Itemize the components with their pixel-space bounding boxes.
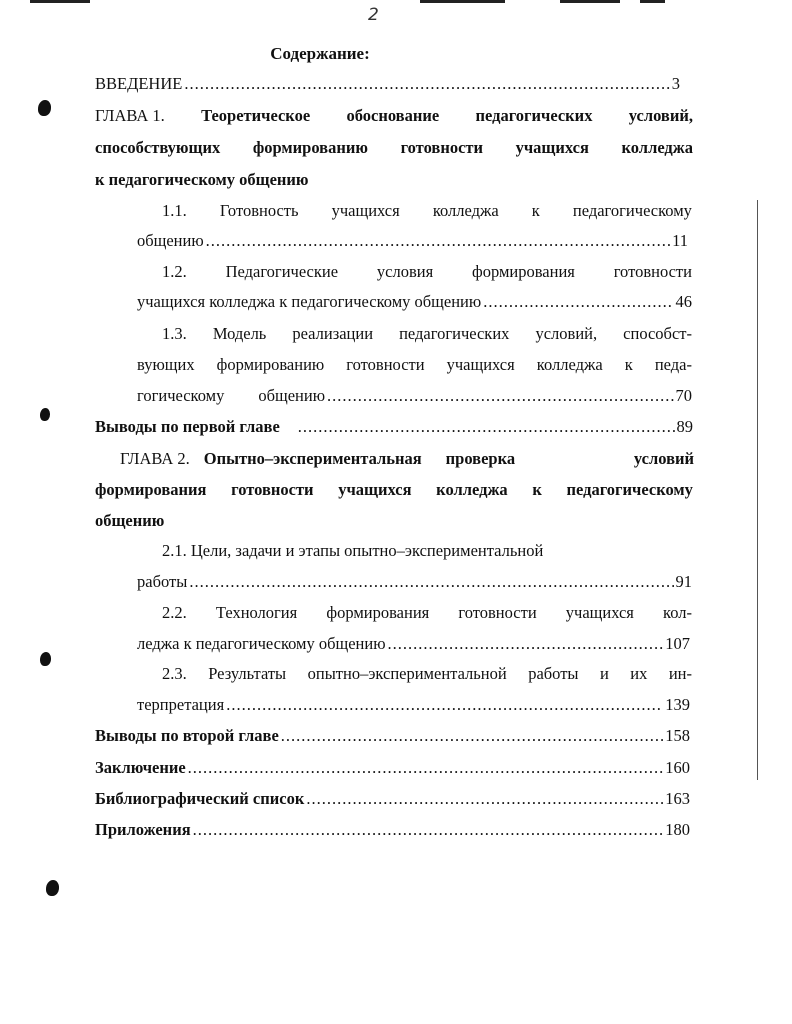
toc-section-2-1-line1[interactable] — [162, 541, 543, 561]
entry-label: Библиографический список — [95, 789, 305, 808]
section-word: Результаты — [208, 664, 287, 683]
section-text: 2.1. Цели, задачи и этапы опытно–экспериментальной — [162, 541, 544, 560]
page-number: 2 — [368, 5, 379, 25]
binder-hole-mark — [40, 652, 51, 666]
toc-entry-conclusions-ch2[interactable] — [95, 726, 690, 746]
section-word: работы — [528, 664, 579, 683]
binder-hole-mark — [46, 880, 59, 896]
toc-chapter-1-line1[interactable] — [95, 106, 693, 126]
scan-edge-mark — [30, 0, 90, 3]
section-word: Готовность — [219, 201, 299, 220]
chapter-title-word: Опытно–экспериментальная — [203, 449, 422, 468]
entry-label: Выводы по второй главе — [95, 726, 279, 745]
section-word: к — [531, 201, 540, 220]
dot-leader — [483, 292, 673, 312]
toc-chapter-1-line3[interactable] — [95, 170, 309, 190]
section-word: 1.3. — [162, 324, 187, 343]
entry-page: 89 — [676, 417, 693, 436]
scan-edge-mark — [640, 0, 665, 3]
section-word: формированию — [216, 355, 325, 374]
dot-leader — [188, 758, 664, 778]
chapter-title-word: учащихся — [515, 138, 589, 157]
section-word: формирования — [326, 603, 430, 622]
section-word: готовности — [458, 603, 537, 622]
binder-hole-mark — [40, 408, 50, 421]
entry-label: ВВЕДЕНИЕ — [95, 74, 183, 93]
chapter-title-word: колледжа — [621, 138, 693, 157]
toc-section-1-3-line3[interactable] — [137, 386, 692, 406]
entry-page: 158 — [665, 726, 690, 745]
section-word: к — [624, 355, 633, 374]
chapter-title-word: проверка — [445, 449, 516, 468]
chapter-title-word: учащихся — [338, 480, 412, 499]
dot-leader — [388, 634, 664, 654]
entry-page: 11 — [672, 231, 688, 250]
section-word: условия — [376, 262, 434, 281]
chapter-title-word: обоснование — [346, 106, 440, 125]
dot-leader — [193, 820, 664, 840]
toc-section-2-1-line2[interactable] — [137, 572, 692, 592]
chapter-title-word: педагогических — [475, 106, 593, 125]
section-word: готовности — [346, 355, 425, 374]
section-word: общению — [258, 386, 326, 405]
toc-section-2-3-line1[interactable] — [162, 664, 692, 684]
entry-page: 160 — [665, 758, 690, 777]
section-word: учащихся — [331, 201, 400, 220]
page-title: Содержание: — [270, 44, 370, 63]
section-word: ин- — [668, 664, 692, 683]
binder-hole-mark — [38, 100, 51, 116]
entry-page: 3 — [671, 74, 680, 93]
chapter-title-text: общению — [95, 511, 165, 530]
toc-entry-appendices[interactable] — [95, 820, 690, 840]
toc-section-2-2-line1[interactable] — [162, 603, 692, 623]
toc-entry-conclusion[interactable] — [95, 758, 690, 778]
section-word: учащихся — [565, 603, 634, 622]
dot-leader — [206, 231, 670, 251]
toc-chapter-2-line2[interactable] — [95, 480, 693, 500]
chapter-title-word: способствующих — [95, 138, 221, 157]
chapter-title-word: педагогическому — [566, 480, 693, 499]
chapter-title-word: готовности — [400, 138, 484, 157]
chapter-title-word: условий — [633, 449, 694, 468]
toc-section-1-2-line1[interactable] — [162, 262, 692, 282]
entry-label: Выводы по первой главе — [95, 417, 280, 436]
chapter-title-word: к — [532, 480, 542, 499]
section-word: педа- — [654, 355, 692, 374]
scan-edge-mark — [420, 0, 505, 3]
chapter-title-word: формированию — [252, 138, 368, 157]
section-text: терпретация — [137, 695, 225, 714]
dot-leader — [306, 789, 663, 809]
section-word: условий, — [535, 324, 598, 343]
section-text: леджа к педагогическому общению — [137, 634, 386, 653]
section-word: колледжа — [432, 201, 499, 220]
section-word: 2.2. — [162, 603, 187, 622]
section-word: педагогических — [399, 324, 510, 343]
section-word: педагогическому — [572, 201, 692, 220]
entry-page: 70 — [675, 386, 692, 405]
entry-page: 107 — [665, 634, 690, 653]
entry-page: 91 — [675, 572, 692, 591]
toc-chapter-2-line1[interactable] — [120, 449, 694, 469]
dot-leader — [281, 726, 663, 746]
section-word: 2.3. — [162, 664, 187, 683]
toc-section-1-2-line2[interactable] — [137, 292, 692, 312]
chapter-title-word: Теоретическое — [201, 106, 311, 125]
dot-leader — [189, 572, 673, 592]
entry-page: 180 — [665, 820, 690, 839]
section-word: формирования — [472, 262, 575, 281]
section-word: готовности — [613, 262, 692, 281]
entry-label: Заключение — [95, 758, 186, 777]
section-word: их — [630, 664, 648, 683]
toc-chapter-2-line3[interactable] — [95, 511, 164, 531]
dot-leader — [226, 695, 663, 715]
section-word: 1.1. — [162, 201, 187, 220]
toc-entry-intro[interactable] — [95, 74, 680, 94]
chapter-title-word: условий, — [628, 106, 693, 125]
section-word: вующих — [137, 355, 195, 374]
dot-leader — [327, 386, 673, 406]
toc-section-1-3-line1[interactable] — [162, 324, 692, 344]
section-word: Технология — [215, 603, 298, 622]
section-text: работы — [137, 572, 188, 591]
toc-section-2-2-line2[interactable] — [137, 634, 690, 654]
chapter-title-word: колледжа — [436, 480, 508, 499]
toc-chapter-1-line2[interactable] — [95, 138, 693, 158]
toc-entry-conclusions-ch1[interactable] — [95, 417, 693, 437]
chapter-prefix: ГЛАВА 1. — [95, 106, 165, 125]
toc-section-1-1-line1[interactable] — [162, 201, 692, 221]
scan-margin-line — [757, 200, 758, 780]
entry-page: 163 — [665, 789, 690, 808]
toc-section-1-1-line2[interactable] — [137, 231, 688, 251]
section-word: способст- — [623, 324, 692, 343]
section-word: колледжа — [536, 355, 603, 374]
chapter-title-word: формирования — [95, 480, 207, 499]
chapter-title-text: к педагогическому общению — [95, 170, 309, 189]
scan-edge-mark — [560, 0, 620, 3]
entry-label: Приложения — [95, 820, 191, 839]
section-text: общению — [137, 231, 204, 250]
entry-page: 139 — [665, 695, 690, 714]
dot-leader — [298, 417, 675, 437]
section-word: и — [599, 664, 609, 683]
section-word: Модель — [212, 324, 267, 343]
section-word: опытно–экспериментальной — [307, 664, 507, 683]
section-word: 1.2. — [162, 262, 187, 281]
section-word: учащихся — [446, 355, 515, 374]
entry-page: 46 — [675, 292, 692, 311]
section-word: реализации — [292, 324, 374, 343]
section-word: Педагогические — [225, 262, 339, 281]
chapter-title-word: готовности — [231, 480, 314, 499]
section-word: кол- — [663, 603, 692, 622]
toc-section-2-3-line2[interactable] — [137, 695, 690, 715]
chapter-prefix: ГЛАВА 2. — [120, 449, 190, 468]
toc-section-1-3-line2[interactable] — [137, 355, 692, 375]
section-text: учащихся колледжа к педагогическому общению — [137, 292, 482, 311]
section-word: гогическому — [137, 386, 225, 405]
dot-leader — [184, 74, 669, 94]
toc-entry-bibliography[interactable] — [95, 789, 690, 809]
